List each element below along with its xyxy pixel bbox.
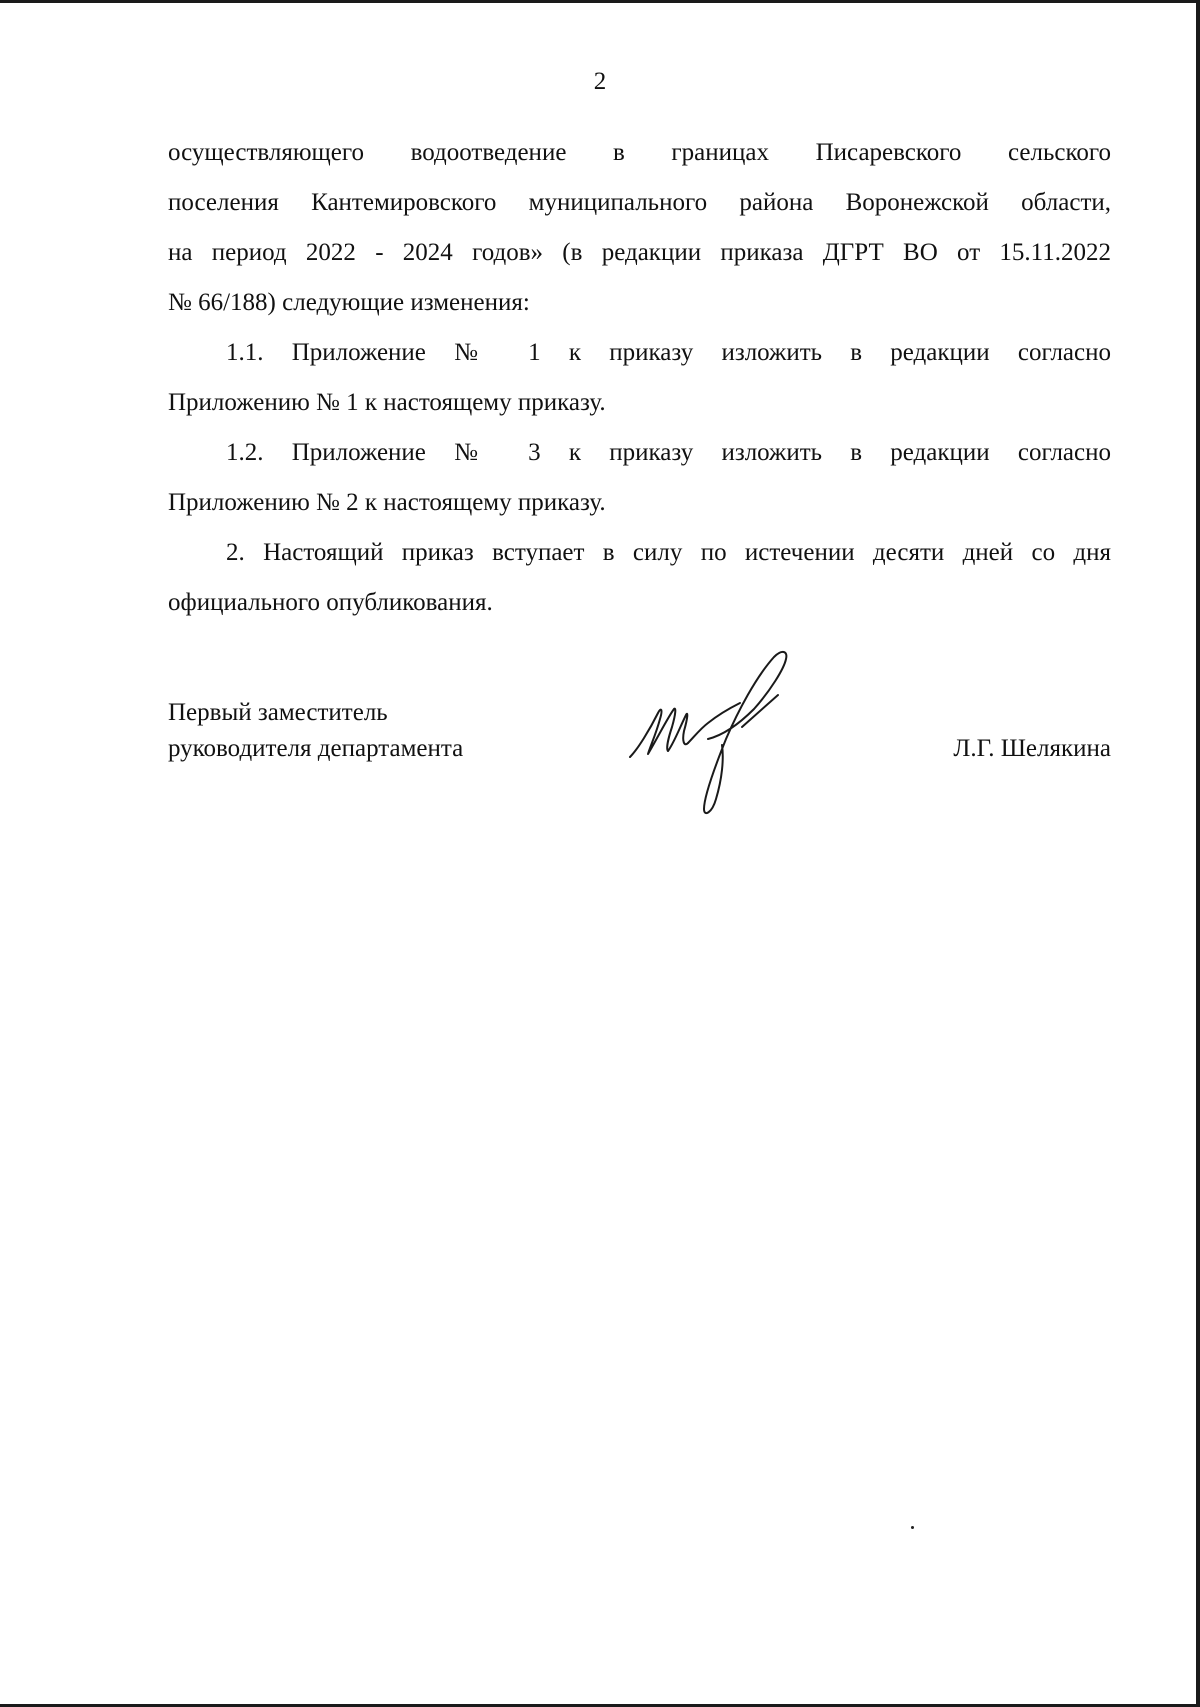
text-line: поселения Кантемировского муниципального района Воронежской области, (168, 189, 1111, 216)
text-line: № 66/188) следующие изменения: (168, 289, 530, 316)
text-line: официального опубликования. (168, 589, 493, 616)
scan-border-right (1196, 0, 1200, 1707)
paragraph-continuation (168, 128, 1111, 328)
document-body (168, 128, 1111, 628)
text-line: Приложению № 1 к настоящему приказу. (168, 389, 606, 416)
text-line: 1.2. Приложение № 3 к приказу изложить в редакции согласно (226, 439, 1111, 466)
signatory-title-line: руководителя департамента (168, 735, 464, 762)
text-line: 1.1. Приложение № 1 к приказу изложить в редакции согласно (226, 339, 1111, 366)
signatory-title-line: Первый заместитель (168, 699, 388, 726)
signatory-name: Л.Г. Шелякина (953, 735, 1111, 762)
handwritten-signature (628, 639, 808, 819)
text-line: на период 2022 - 2024 годов» (в редакции приказа ДГРТ ВО от 15.11.2022 (168, 239, 1111, 266)
signatory-title (168, 695, 463, 767)
scan-speck (911, 1526, 914, 1529)
text-line: 2. Настоящий приказ вступает в силу по истечении десяти дней со дня (226, 539, 1111, 566)
scan-border-top (0, 0, 1200, 3)
page-number: 2 (593, 68, 607, 95)
paragraph-item-1-2 (168, 428, 1111, 528)
text-line: Приложению № 2 к настоящему приказу. (168, 489, 606, 516)
paragraph-item-2 (168, 528, 1111, 628)
paragraph-item-1-1 (168, 328, 1111, 428)
text-line: осуществляющего водоотведение в границах Писаревского сельского (168, 139, 1111, 166)
signature-block (168, 695, 1111, 825)
